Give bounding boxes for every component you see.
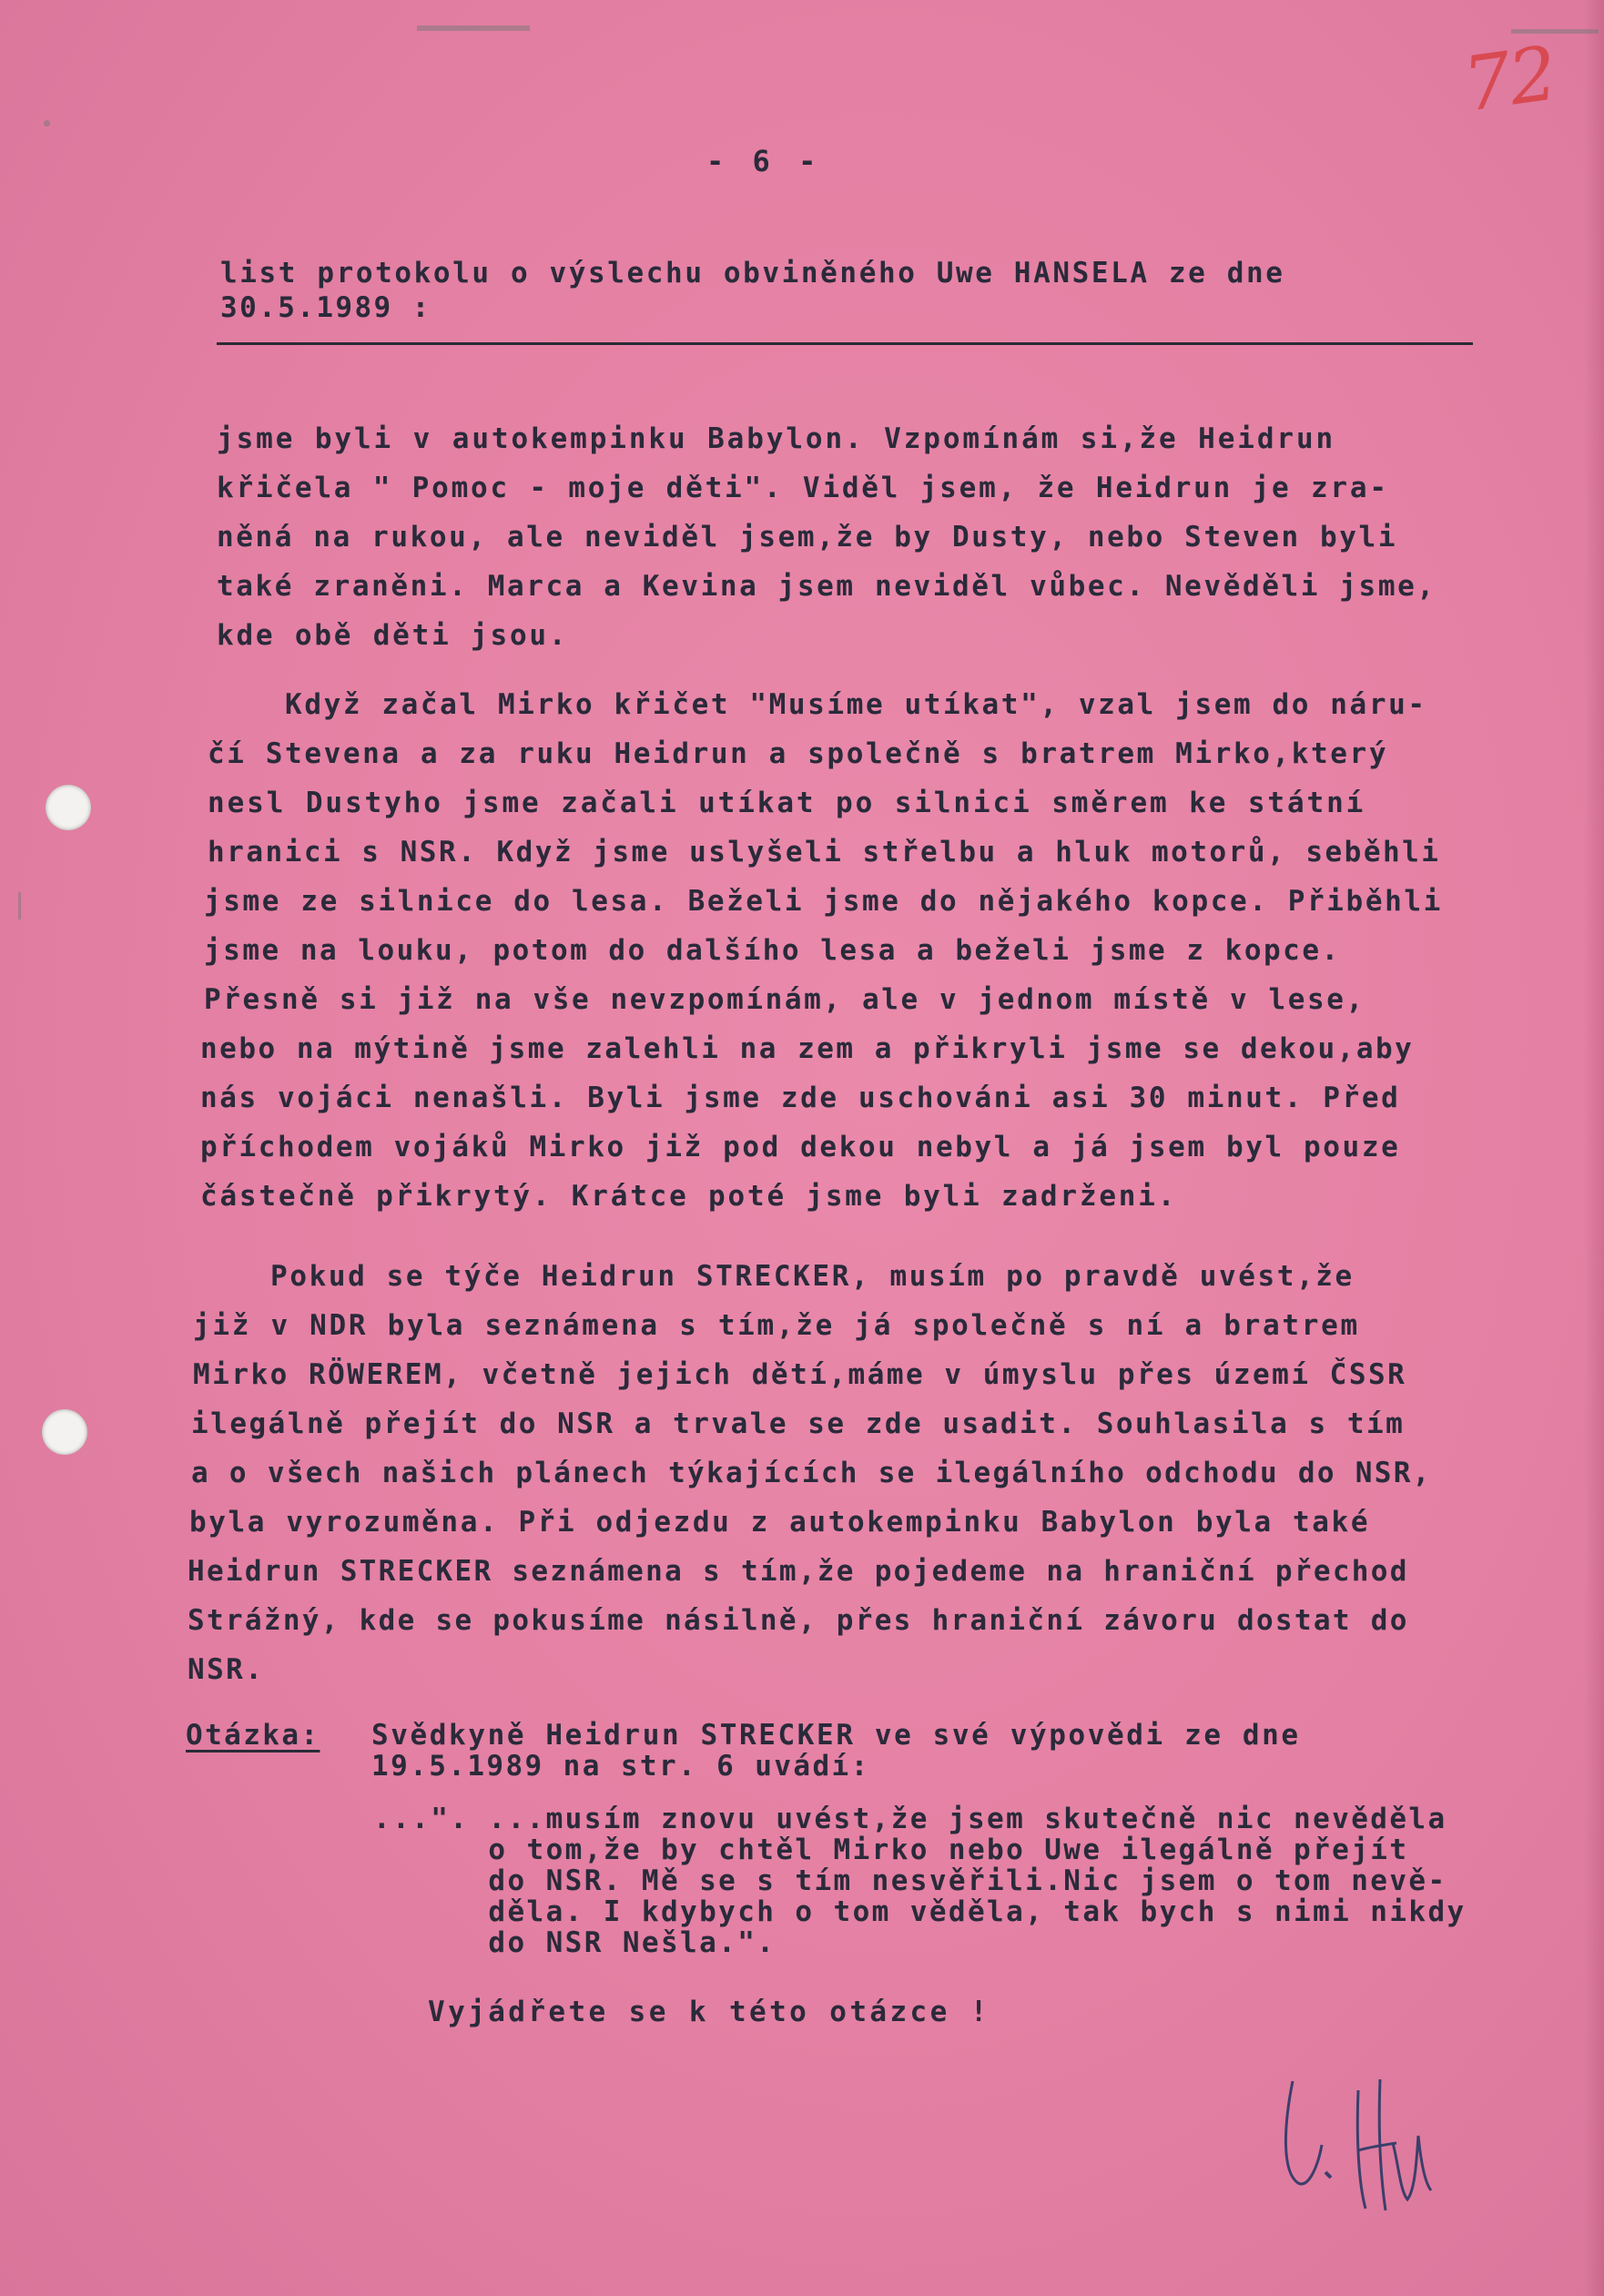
text-line: jsme ze silnice do lesa. Beželi jsme do nějakého kopce. Přiběhli [204, 885, 1443, 918]
question-line: Svědkyně Heidrun STRECKER ve své výpovědi ze dne [371, 1719, 1301, 1752]
text-line: příchodem vojáků Mirko již pod dekou nebyl a já jsem byl pouze [200, 1131, 1401, 1163]
text-line: kde obě děti jsou. [217, 619, 569, 652]
archive-number: 72 [1457, 30, 1561, 129]
text-line: něná na rukou, ale neviděl jsem,že by Dusty, nebo Steven byli [217, 521, 1398, 554]
text-line: nebo na mýtině jsme zalehli na zem a přikryli jsme se dekou,aby [200, 1032, 1415, 1065]
quote-line: děla. I kdybych o tom věděla, tak bych s nimi nikdy [373, 1895, 1467, 1928]
text-line: již v NDR byla seznámena s tím,že já společně s ní a bratrem [193, 1309, 1360, 1342]
header-line: list protokolu o výslechu obviněného Uwe HANSELA ze dne [220, 257, 1285, 290]
text-line: čí Stevena a za ruku Heidrun a společně s bratrem Mirko,který [208, 737, 1389, 770]
question-line: 19.5.1989 na str. 6 uvádí: [371, 1750, 870, 1783]
text-line: nesl Dustyho jsme začali utíkat po silnici směrem ke státní [208, 787, 1366, 819]
quote-line: o tom,že by chtěl Mirko nebo Uwe ilegálně přejít [373, 1834, 1409, 1866]
question-label: Otázka: [186, 1719, 320, 1752]
quote-line: ...". ...musím znovu uvést,že jsem skutečně nic nevěděla [373, 1803, 1447, 1835]
text-line: Mirko RÖWEREM, včetně jejich dětí,máme v úmyslu přes území ČSSR [193, 1358, 1407, 1391]
question-instruction: Vyjádřete se k této otázce ! [428, 1996, 990, 2028]
text-line: křičela " Pomoc - moje děti". Viděl jsem, že Heidrun je zra- [217, 472, 1389, 504]
text-line: částečně přikrytý. Krátce poté jsme byli zadrženi. [200, 1180, 1178, 1213]
punch-hole-upper [46, 785, 91, 830]
text-line: Strážný, kde se pokusíme násilně, přes hraniční závoru dostat do [188, 1604, 1409, 1637]
text-line: a o všech našich plánech týkajících se ilegálního odchodu do NSR, [191, 1457, 1432, 1489]
text-line: také zraněni. Marca a Kevina jsem neviděl vůbec. Nevěděli jsme, [217, 570, 1436, 603]
header-line: 30.5.1989 : [220, 291, 431, 324]
signature [1271, 2063, 1453, 2227]
text-line: hranici s NSR. Když jsme uslyšeli střelbu a hluk motorů, seběhli [208, 836, 1441, 869]
quote-line: do NSR Nešla.". [373, 1926, 777, 1959]
tape-mark-top [417, 25, 530, 31]
margin-tick [18, 892, 21, 919]
paper-edge-shadow [1584, 0, 1604, 2296]
text-line: Přesně si již na vše nevzpomínám, ale v jednom místě v lese, [204, 983, 1365, 1016]
quote-line: do NSR. Mě se s tím nesvěřili.Nic jsem o tom nevě- [373, 1864, 1447, 1897]
dot-mark [44, 120, 50, 127]
text-line: ilegálně přejít do NSR a trvale se zde usadit. Souhlasila s tím [191, 1407, 1406, 1440]
text-line: byla vyrozuměna. Při odjezdu z autokempinku Babylon byla také [189, 1506, 1371, 1539]
text-line: Heidrun STRECKER seznámena s tím,že pojedeme na hraniční přechod [188, 1555, 1409, 1588]
text-line: Pokud se týče Heidrun STRECKER, musím po pravdě uvést,že [193, 1260, 1355, 1293]
text-line: Když začal Mirko křičet "Musíme utíkat", vzal jsem do náru- [208, 688, 1427, 721]
header-rule [217, 342, 1473, 345]
page-number: - 6 - [706, 144, 822, 178]
text-line: NSR. [188, 1653, 265, 1686]
text-line: jsme na louku, potom do dalšího lesa a beželi jsme z kopce. [204, 934, 1341, 967]
text-line: nás vojáci nenašli. Byli jsme zde uschováni asi 30 minut. Před [200, 1082, 1401, 1114]
punch-hole-lower [42, 1409, 87, 1455]
text-line: jsme byli v autokempinku Babylon. Vzpomínám si,že Heidrun [217, 422, 1336, 455]
